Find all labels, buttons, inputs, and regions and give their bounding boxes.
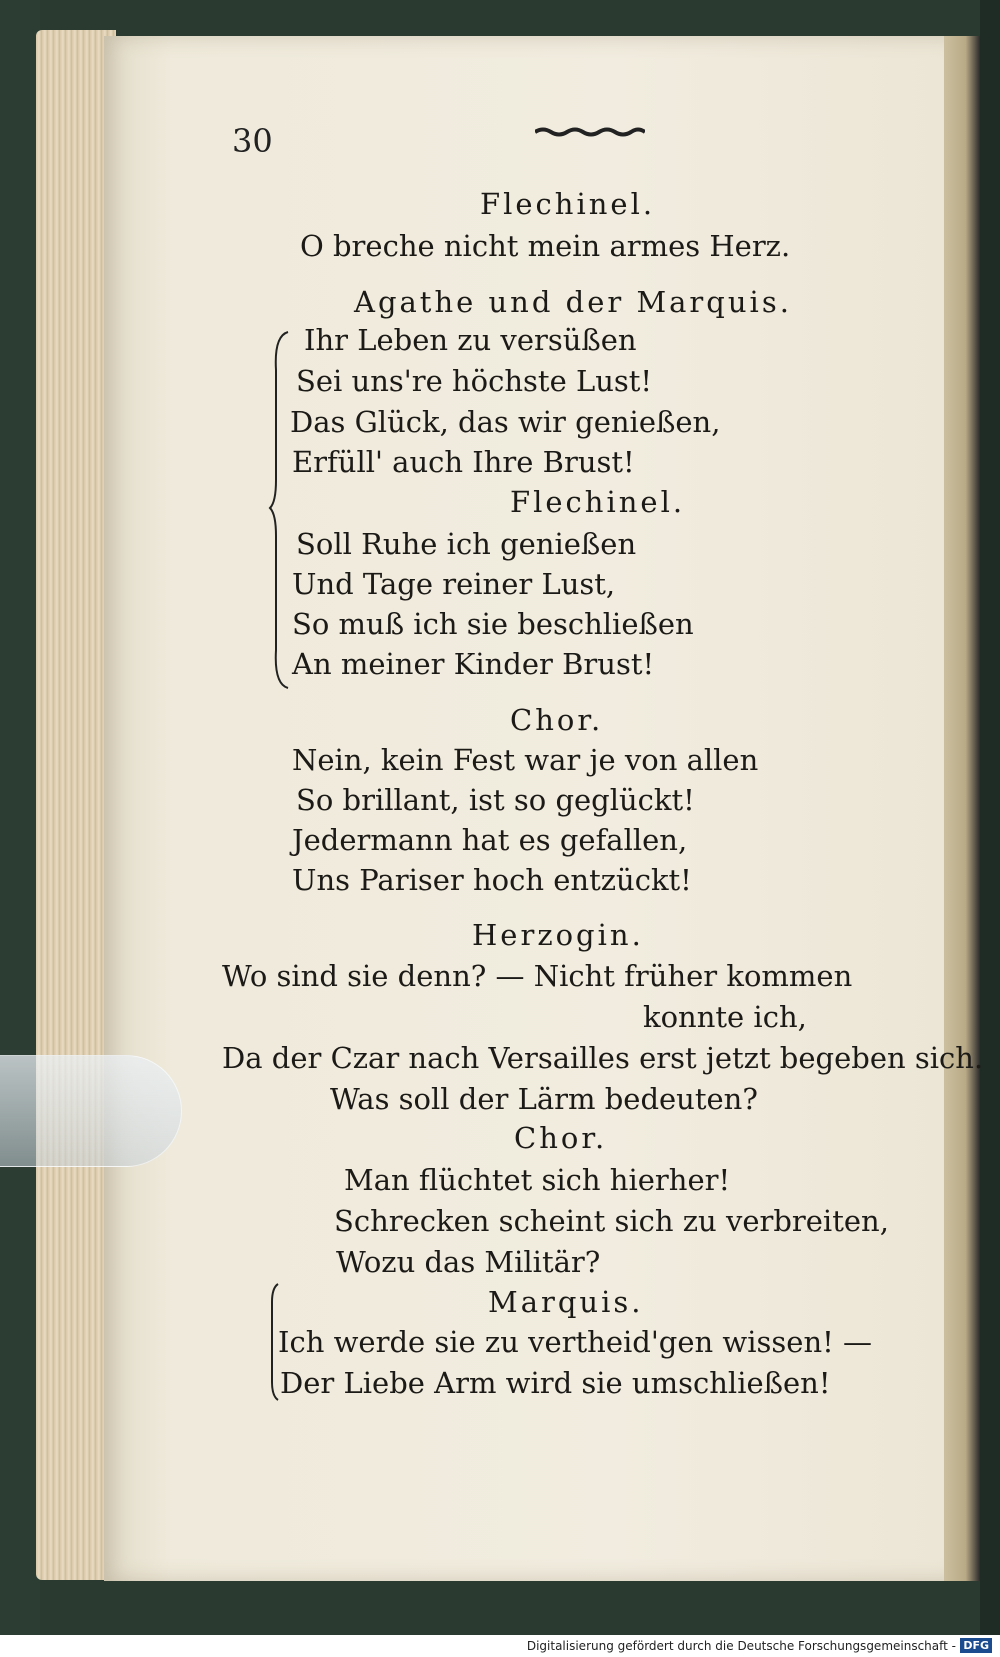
text-line: Jedermann hat es gefallen,: [292, 823, 688, 857]
text-line: Wo sind sie denn? — Nicht früher kommen: [222, 959, 853, 993]
text-line: Wozu das Militär?: [336, 1245, 601, 1279]
footer-bar: [0, 1635, 1000, 1657]
text-line: Ich werde sie zu vertheid'gen wissen! —: [278, 1325, 873, 1359]
facing-page-edge: [944, 36, 980, 1581]
text-line: Ihr Leben zu versüßen: [304, 323, 637, 357]
text-line: konnte ich,: [643, 1000, 807, 1034]
page-number: 30: [232, 122, 273, 160]
text-line: Chor.: [510, 703, 604, 737]
text-line: Der Liebe Arm wird sie umschließen!: [280, 1366, 831, 1400]
header-ornament: [535, 127, 645, 137]
text-line: Was soll der Lärm bedeuten?: [330, 1082, 758, 1116]
background-left: [0, 0, 40, 1657]
text-line: So brillant, ist so geglückt!: [296, 783, 695, 817]
text-line: Chor.: [514, 1121, 608, 1155]
text-line: Herzogin.: [472, 918, 644, 952]
text-line: Nein, kein Fest war je von allen: [292, 743, 759, 777]
text-line: Man flüchtet sich hierher!: [344, 1163, 731, 1197]
bracket-duet: [268, 330, 292, 690]
text-line: Flechinel.: [510, 485, 686, 519]
background-right: [980, 0, 1000, 1657]
text-line: Marquis.: [488, 1285, 644, 1319]
text-line: Flechinel.: [480, 187, 656, 221]
bracket-marquis: [268, 1282, 282, 1402]
text-line: Das Glück, das wir genießen,: [290, 405, 721, 439]
text-line: So muß ich sie beschließen: [292, 607, 694, 641]
text-line: Soll Ruhe ich genießen: [296, 527, 637, 561]
text-line: Agathe und der Marquis.: [354, 285, 792, 319]
text-line: Uns Pariser hoch entzückt!: [292, 863, 692, 897]
text-line: An meiner Kinder Brust!: [292, 647, 655, 681]
glass-bookmark-clip: [0, 1055, 182, 1167]
dfg-logo: DFG: [960, 1638, 992, 1653]
footer-credit: Digitalisierung gefördert durch die Deutsche Forschungsgemeinschaft -: [526, 1639, 956, 1653]
text-line: Sei uns're höchste Lust!: [296, 364, 653, 398]
text-line: Schrecken scheint sich zu verbreiten,: [334, 1204, 889, 1238]
text-line: Und Tage reiner Lust,: [292, 567, 616, 601]
text-line: Erfüll' auch Ihre Brust!: [292, 445, 635, 479]
text-line: Da der Czar nach Versailles erst jetzt begeben sich.: [222, 1041, 984, 1075]
text-line: O breche nicht mein armes Herz.: [300, 229, 791, 263]
